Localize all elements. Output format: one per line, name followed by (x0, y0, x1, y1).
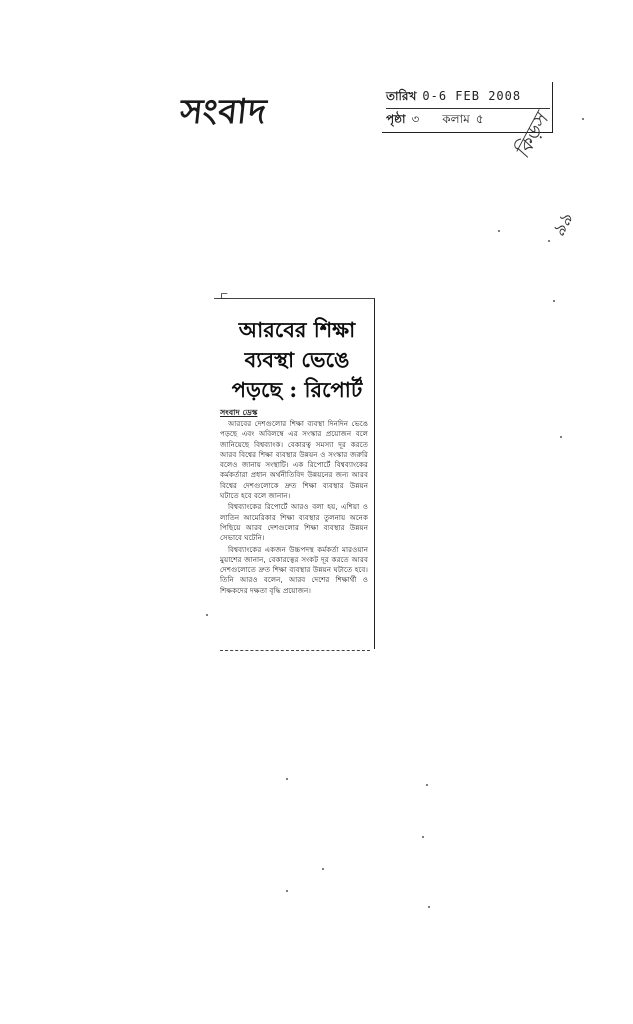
headline-line: পড়ছে : রিপোর্ট (231, 377, 363, 402)
headline-line: আরবের শিক্ষা (238, 317, 356, 342)
stamp-column-value: ৫ (475, 112, 485, 126)
stamp-date-value: 0-6 FEB 2008 (422, 89, 522, 103)
article-byline: সংবাদ ডেস্ক (220, 408, 258, 417)
article-paragraph: আরবের দেশগুলোর শিক্ষা ব্যবস্থা দিনদিন ভেঙে পড়ছে এবং অবিলম্বে এর সংস্কার প্রয়োজন বলে জানিয়েছে বিশ্বব্যাংক। বেকারত্ব সমস্যা দূর করতে আরব বিশ্বের শিক্ষা ব্যবস্থার উন্নয়ন ও সংস্কার জরুরি বলেও জানায় সংস্থাটি। এক রিপোর্টে বিশ্বব্যাংকের কর্মকর্তারা প্রধান অর্থনীতিবিদ উন্নয়নের জন্য আরব বিশ্বের দেশগুলোকে দ্রুত শিক্ষা ব্যবস্থার উন্নয়ন ঘটাতে হবে বলে জানান। (220, 419, 368, 501)
scan-speck (582, 118, 584, 120)
scan-speck (426, 784, 428, 786)
scan-speck (286, 778, 288, 780)
headline-line: ব্যবস্থা ভেঙে (244, 347, 350, 372)
newspaper-clipping (214, 291, 375, 649)
stamp-column-label: কলাম (442, 112, 470, 126)
scan-speck (286, 890, 288, 892)
scan-speck (560, 436, 562, 438)
stamp-date-row (386, 88, 521, 108)
stamp-page-label: পৃষ্ঠা (386, 112, 406, 126)
clip-corner-mark: ⊏ (220, 291, 229, 302)
handwritten-note: কিড়স (509, 109, 554, 163)
stamp-date-label: তারিখ (386, 89, 417, 103)
handwritten-note-number: ৯৯ (548, 209, 578, 241)
scan-speck (206, 614, 208, 616)
scan-speck (428, 906, 430, 908)
article-paragraph: বিশ্বব্যাংকের একজন উচ্চপদস্থ কর্মকর্তা মারওয়ান মুয়াশের জানান, বেকারত্বের সংকট দূর করতে আরব দেশগুলোতে দ্রুত শিক্ষা ব্যবস্থার উন্নয়ন ঘটাতে হবে। তিনি আরও বলেন, আরব দেশের শিক্ষার্থী ও শিক্ষকদের দক্ষতা বৃদ্ধি প্রয়োজন। (220, 544, 368, 595)
scan-speck (422, 836, 424, 838)
stamp-page-value: ৩ (411, 112, 421, 126)
article-headline (222, 315, 372, 405)
scan-speck (548, 240, 550, 242)
scan-speck (322, 868, 324, 870)
scan-speck (498, 230, 500, 232)
clip-bottom-edge (220, 650, 370, 651)
article-paragraph: বিশ্বব্যাংকের রিপোর্টে আরও বলা হয়, এশিয়া ও লাতিন আমেরিকার শিক্ষা ব্যবস্থার তুলনায় অনেক পিছিয়ে আরব দেশগুলোর শিক্ষা ব্যবস্থার উন্নয়ন সেভাবে ঘটেনি। (220, 502, 368, 543)
article-body (220, 419, 368, 597)
newspaper-masthead: সংবাদ (178, 92, 270, 132)
scan-speck (553, 300, 555, 302)
